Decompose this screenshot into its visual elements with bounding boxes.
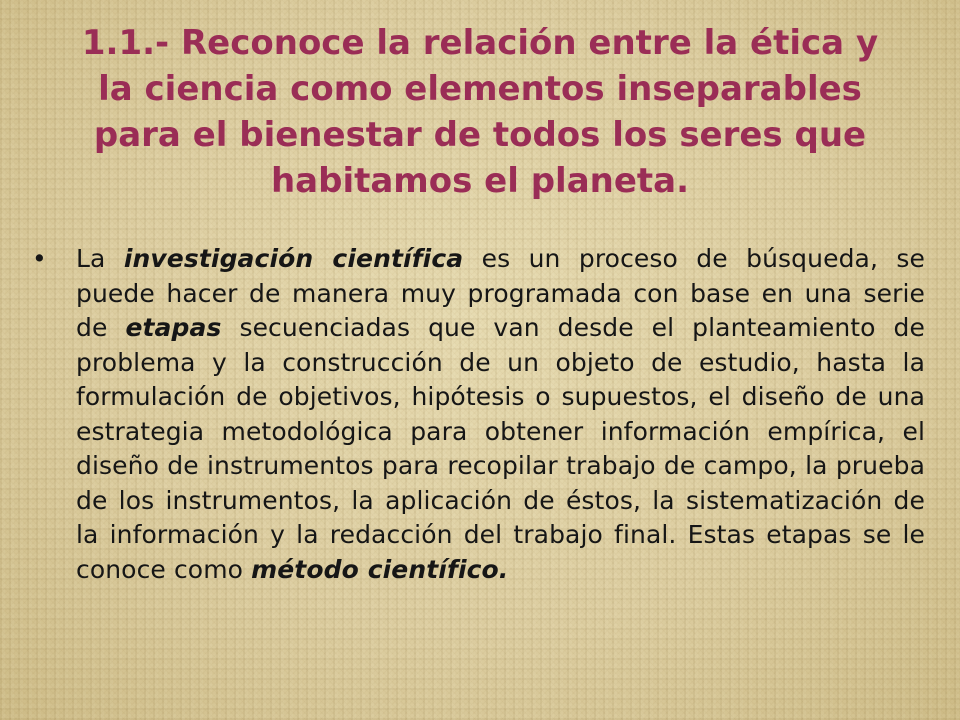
bullet-list	[30, 242, 925, 587]
emphasis-metodo-cientifico: método científico.	[251, 554, 509, 584]
paragraph-text: La	[76, 244, 124, 273]
paragraph-text: secuenciadas que van desde el planteamiento de problema y la construcción de un objeto de estudio, hasta la formulación de objetivos, hipótesis o supuestos, el diseño de una estrategia metodológica para obtener información empírica, el diseño de instrumentos para recopilar trabajo de campo, la prueba de los instrumentos, la aplicación de éstos, la sistematización de la información y la redacción del trabajo final. Estas etapas se le conoce como	[76, 313, 925, 584]
paragraph-text: es un proceso de búsqueda, se puede hacer de manera muy programada con base en una serie de	[76, 244, 925, 342]
slide-title: 1.1.- Reconoce la relación entre la ética y la ciencia como elementos inseparables para el bienestar de todos los seres que habitamos el planeta.	[81, 23, 879, 201]
emphasis-investigacion-cientifica: investigación científica	[123, 244, 464, 273]
bullet-icon: •	[32, 244, 47, 273]
bullet-item	[30, 242, 925, 587]
emphasis-etapas: etapas	[125, 313, 222, 342]
